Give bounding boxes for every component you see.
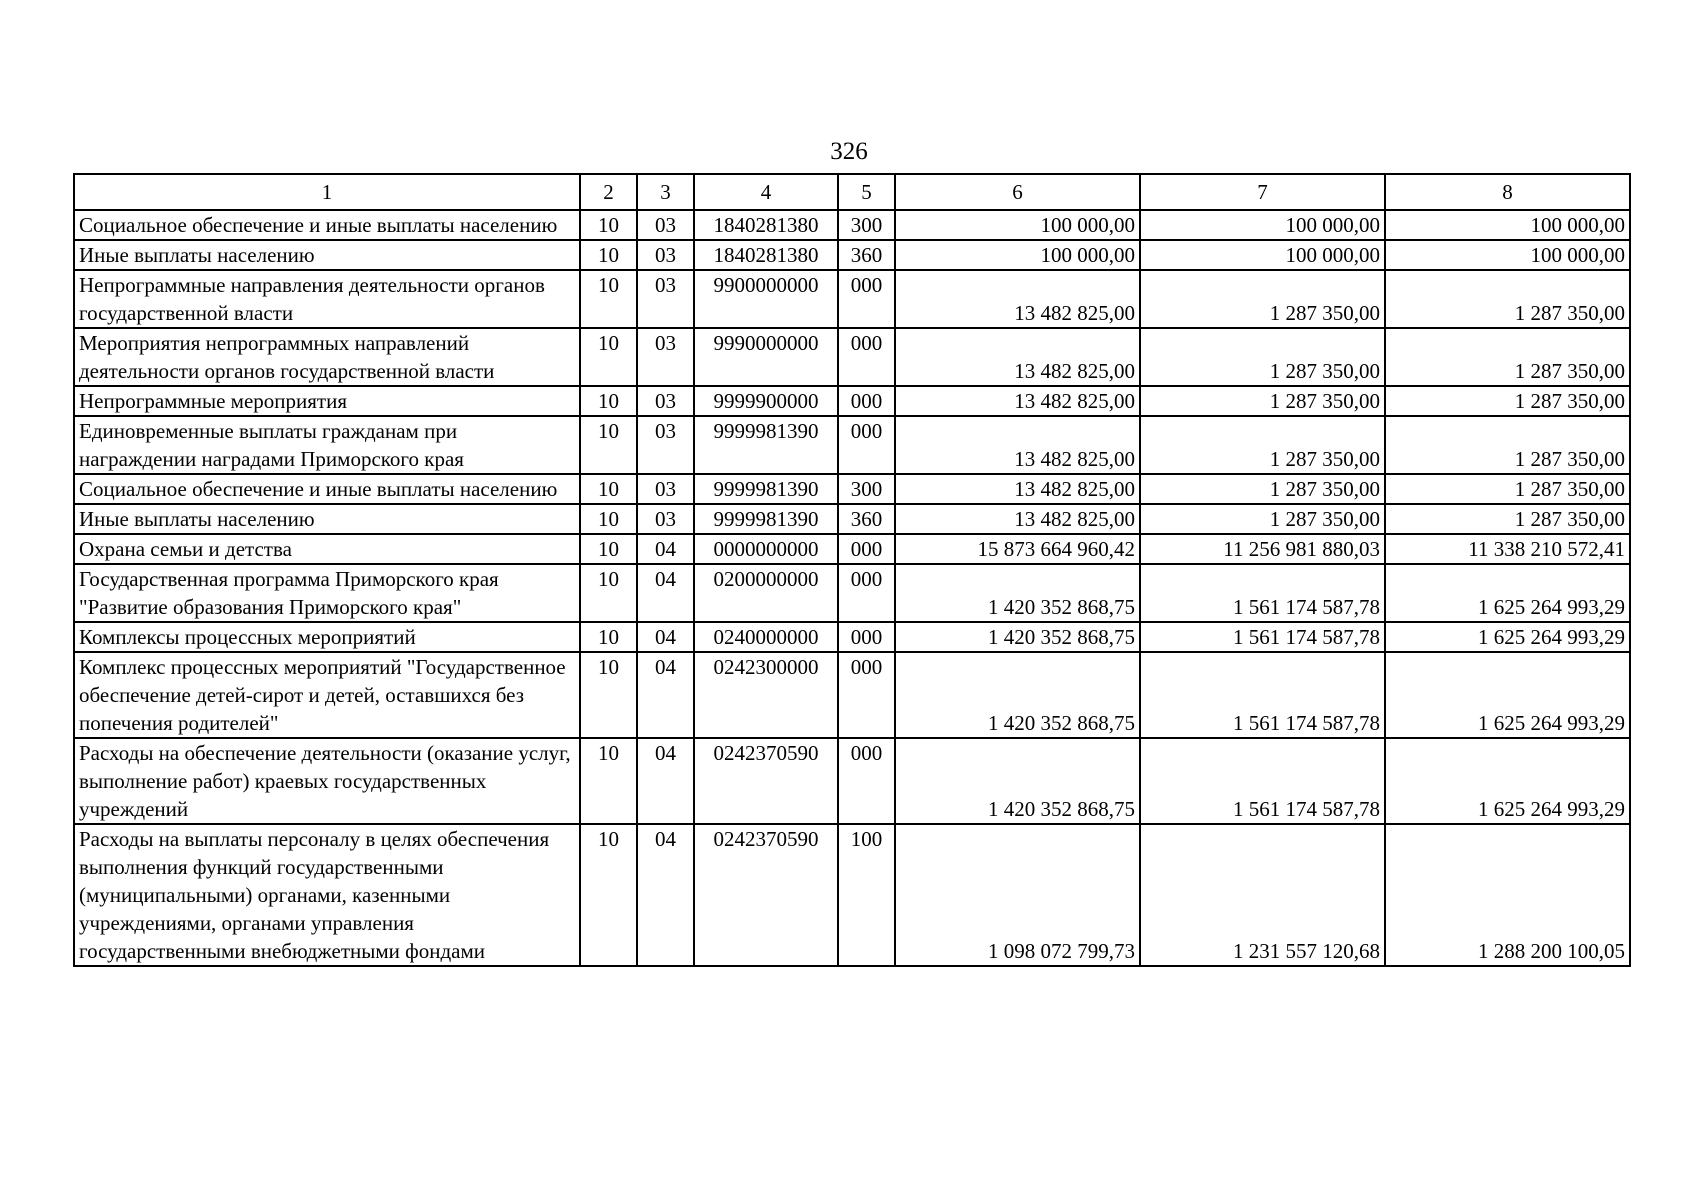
amount-col8-cell: 1 287 350,00 [1385, 386, 1630, 416]
amount-col6-cell: 1 420 352 868,75 [895, 564, 1140, 622]
section-code-cell: 10 [580, 210, 637, 240]
table-row [74, 824, 1630, 966]
amount-col8-cell: 1 287 350,00 [1385, 416, 1630, 474]
page-number: 326 [830, 138, 868, 165]
amount-col8-cell: 1 287 350,00 [1385, 328, 1630, 386]
target-code-cell: 9990000000 [694, 328, 838, 386]
expense-type-cell: 000 [838, 652, 895, 738]
amount-col6-cell: 13 482 825,00 [895, 474, 1140, 504]
subsection-code-cell: 04 [637, 534, 694, 564]
section-code-cell: 10 [580, 328, 637, 386]
table-row [74, 270, 1630, 328]
target-code-cell: 9999981390 [694, 504, 838, 534]
expense-type-cell: 360 [838, 504, 895, 534]
amount-col6-cell: 13 482 825,00 [895, 270, 1140, 328]
row-name-cell: Непрограммные направления деятельности органов государственной власти [74, 270, 580, 328]
expense-type-cell: 000 [838, 622, 895, 652]
expense-type-cell: 360 [838, 240, 895, 270]
expense-type-cell: 000 [838, 534, 895, 564]
target-code-cell: 0242300000 [694, 652, 838, 738]
target-code-cell: 9900000000 [694, 270, 838, 328]
amount-col8-cell: 1 287 350,00 [1385, 270, 1630, 328]
subsection-code-cell: 03 [637, 416, 694, 474]
table-row [74, 534, 1630, 564]
target-code-cell: 1840281380 [694, 210, 838, 240]
amount-col8-cell: 1 625 264 993,29 [1385, 652, 1630, 738]
expense-type-cell: 300 [838, 474, 895, 504]
target-code-cell: 0242370590 [694, 738, 838, 824]
column-header: 7 [1140, 174, 1385, 210]
expense-type-cell: 000 [838, 270, 895, 328]
amount-col8-cell: 100 000,00 [1385, 240, 1630, 270]
expense-type-cell: 300 [838, 210, 895, 240]
amount-col8-cell: 1 288 200 100,05 [1385, 824, 1630, 966]
amount-col7-cell: 1 287 350,00 [1140, 386, 1385, 416]
amount-col8-cell: 1 625 264 993,29 [1385, 622, 1630, 652]
amount-col7-cell: 1 561 174 587,78 [1140, 622, 1385, 652]
row-name-cell: Мероприятия непрограммных направлений деятельности органов государственной власти [74, 328, 580, 386]
expense-type-cell: 000 [838, 564, 895, 622]
column-header: 3 [637, 174, 694, 210]
row-name-cell: Социальное обеспечение и иные выплаты населению [74, 210, 580, 240]
amount-col7-cell: 1 287 350,00 [1140, 328, 1385, 386]
amount-col6-cell: 15 873 664 960,42 [895, 534, 1140, 564]
section-code-cell: 10 [580, 622, 637, 652]
header-row [74, 174, 1630, 210]
amount-col7-cell: 1 287 350,00 [1140, 416, 1385, 474]
amount-col6-cell: 100 000,00 [895, 240, 1140, 270]
section-code-cell: 10 [580, 474, 637, 504]
amount-col6-cell: 1 420 352 868,75 [895, 652, 1140, 738]
subsection-code-cell: 03 [637, 210, 694, 240]
table-row [74, 622, 1630, 652]
amount-col6-cell: 100 000,00 [895, 210, 1140, 240]
column-header: 1 [74, 174, 580, 210]
target-code-cell: 9999981390 [694, 474, 838, 504]
column-header: 4 [694, 174, 838, 210]
table-row [74, 504, 1630, 534]
amount-col8-cell: 1 625 264 993,29 [1385, 738, 1630, 824]
subsection-code-cell: 03 [637, 270, 694, 328]
target-code-cell: 9999981390 [694, 416, 838, 474]
subsection-code-cell: 03 [637, 504, 694, 534]
table-row [74, 564, 1630, 622]
amount-col7-cell: 100 000,00 [1140, 240, 1385, 270]
table-row [74, 210, 1630, 240]
expense-type-cell: 000 [838, 328, 895, 386]
table-row [74, 652, 1630, 738]
column-header: 5 [838, 174, 895, 210]
amount-col8-cell: 1 287 350,00 [1385, 504, 1630, 534]
table-row [74, 240, 1630, 270]
section-code-cell: 10 [580, 564, 637, 622]
section-code-cell: 10 [580, 652, 637, 738]
row-name-cell: Комплекс процессных мероприятий "Государственное обеспечение детей-сирот и детей, оставшихся без попечения родителей" [74, 652, 580, 738]
section-code-cell: 10 [580, 504, 637, 534]
amount-col7-cell: 1 561 174 587,78 [1140, 738, 1385, 824]
row-name-cell: Комплексы процессных мероприятий [74, 622, 580, 652]
amount-col8-cell: 100 000,00 [1385, 210, 1630, 240]
target-code-cell: 0240000000 [694, 622, 838, 652]
subsection-code-cell: 04 [637, 652, 694, 738]
amount-col6-cell: 13 482 825,00 [895, 416, 1140, 474]
expense-type-cell: 000 [838, 738, 895, 824]
column-header: 8 [1385, 174, 1630, 210]
table-row [74, 416, 1630, 474]
amount-col6-cell: 13 482 825,00 [895, 328, 1140, 386]
amount-col6-cell: 1 420 352 868,75 [895, 738, 1140, 824]
amount-col8-cell: 11 338 210 572,41 [1385, 534, 1630, 564]
row-name-cell: Расходы на обеспечение деятельности (оказание услуг, выполнение работ) краевых государственных учреждений [74, 738, 580, 824]
amount-col7-cell: 11 256 981 880,03 [1140, 534, 1385, 564]
subsection-code-cell: 04 [637, 564, 694, 622]
amount-col6-cell: 13 482 825,00 [895, 504, 1140, 534]
row-name-cell: Государственная программа Приморского края "Развитие образования Приморского края" [74, 564, 580, 622]
amount-col7-cell: 1 231 557 120,68 [1140, 824, 1385, 966]
amount-col7-cell: 1 287 350,00 [1140, 474, 1385, 504]
amount-col8-cell: 1 625 264 993,29 [1385, 564, 1630, 622]
expense-type-cell: 100 [838, 824, 895, 966]
amount-col7-cell: 100 000,00 [1140, 210, 1385, 240]
subsection-code-cell: 03 [637, 240, 694, 270]
row-name-cell: Расходы на выплаты персоналу в целях обеспечения выполнения функций государственными (муниципальными) органами, казенными учреждениями, органами управления государственными внебюджетными фондами [74, 824, 580, 966]
budget-table [73, 173, 1631, 967]
subsection-code-cell: 03 [637, 474, 694, 504]
table-row [74, 738, 1630, 824]
target-code-cell: 1840281380 [694, 240, 838, 270]
row-name-cell: Иные выплаты населению [74, 240, 580, 270]
amount-col6-cell: 13 482 825,00 [895, 386, 1140, 416]
section-code-cell: 10 [580, 534, 637, 564]
section-code-cell: 10 [580, 240, 637, 270]
target-code-cell: 9999900000 [694, 386, 838, 416]
subsection-code-cell: 04 [637, 824, 694, 966]
expense-type-cell: 000 [838, 416, 895, 474]
amount-col7-cell: 1 561 174 587,78 [1140, 564, 1385, 622]
target-code-cell: 0200000000 [694, 564, 838, 622]
amount-col8-cell: 1 287 350,00 [1385, 474, 1630, 504]
section-code-cell: 10 [580, 270, 637, 328]
subsection-code-cell: 03 [637, 328, 694, 386]
row-name-cell: Охрана семьи и детства [74, 534, 580, 564]
section-code-cell: 10 [580, 738, 637, 824]
amount-col7-cell: 1 287 350,00 [1140, 504, 1385, 534]
section-code-cell: 10 [580, 824, 637, 966]
expense-type-cell: 000 [838, 386, 895, 416]
target-code-cell: 0000000000 [694, 534, 838, 564]
row-name-cell: Иные выплаты населению [74, 504, 580, 534]
row-name-cell: Непрограммные мероприятия [74, 386, 580, 416]
amount-col6-cell: 1 098 072 799,73 [895, 824, 1140, 966]
column-header: 2 [580, 174, 637, 210]
column-header: 6 [895, 174, 1140, 210]
section-code-cell: 10 [580, 416, 637, 474]
target-code-cell: 0242370590 [694, 824, 838, 966]
amount-col7-cell: 1 287 350,00 [1140, 270, 1385, 328]
table-row [74, 474, 1630, 504]
amount-col7-cell: 1 561 174 587,78 [1140, 652, 1385, 738]
table-row [74, 386, 1630, 416]
amount-col6-cell: 1 420 352 868,75 [895, 622, 1140, 652]
table-row [74, 328, 1630, 386]
subsection-code-cell: 04 [637, 622, 694, 652]
subsection-code-cell: 03 [637, 386, 694, 416]
row-name-cell: Единовременные выплаты гражданам при награждении наградами Приморского края [74, 416, 580, 474]
subsection-code-cell: 04 [637, 738, 694, 824]
section-code-cell: 10 [580, 386, 637, 416]
row-name-cell: Социальное обеспечение и иные выплаты населению [74, 474, 580, 504]
